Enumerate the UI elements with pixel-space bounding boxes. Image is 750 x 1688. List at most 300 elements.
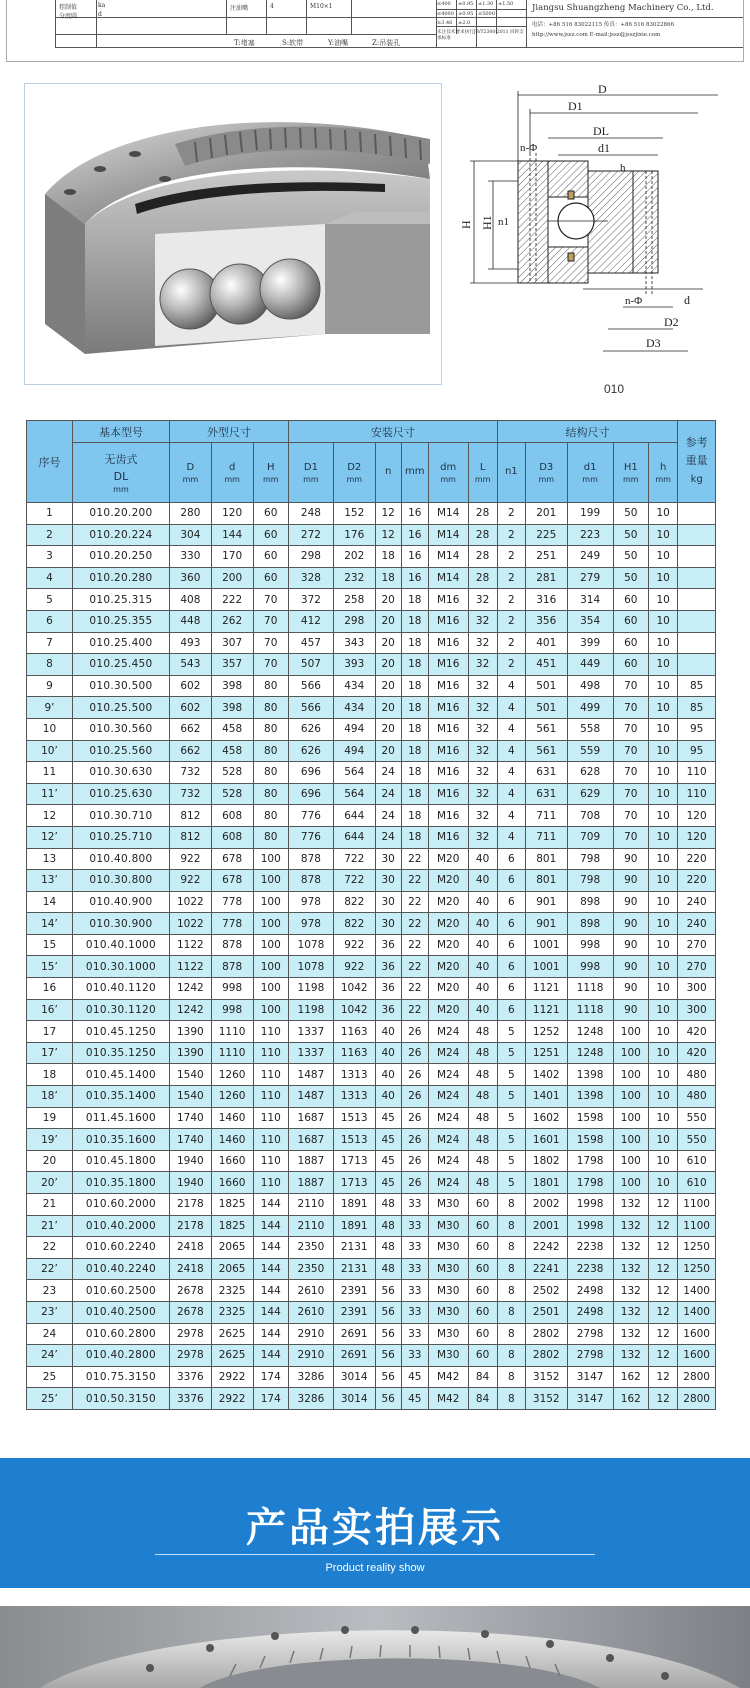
row-value-cell: 40 bbox=[375, 1042, 401, 1064]
row-seq-cell: 14’ bbox=[27, 913, 73, 935]
row-value-cell: 202 bbox=[333, 546, 375, 568]
row-value-cell: 2325 bbox=[211, 1301, 253, 1323]
row-value-cell: 709 bbox=[567, 826, 613, 848]
table-row bbox=[27, 783, 716, 805]
row-value-cell: M14 bbox=[428, 524, 468, 546]
row-value-cell: 48 bbox=[375, 1215, 401, 1237]
spec-table bbox=[26, 420, 716, 1410]
row-value-cell: 1042 bbox=[333, 978, 375, 1000]
row-value-cell: 8 bbox=[497, 1215, 525, 1237]
row-value-cell: M30 bbox=[428, 1301, 468, 1323]
row-value-cell: M16 bbox=[428, 675, 468, 697]
row-value-cell: 507 bbox=[288, 654, 333, 676]
row-value-cell: 60 bbox=[613, 610, 648, 632]
row-value-cell: 696 bbox=[288, 783, 333, 805]
row-value-cell: 6 bbox=[497, 934, 525, 956]
row-value-cell: 2238 bbox=[567, 1258, 613, 1280]
row-seq-cell: 7 bbox=[27, 632, 73, 654]
table-row bbox=[27, 1366, 716, 1388]
row-value-cell: 32 bbox=[468, 783, 497, 805]
row-value-cell: 40 bbox=[468, 999, 497, 1021]
row-value-cell: 60 bbox=[468, 1280, 497, 1302]
row-value-cell: 2178 bbox=[170, 1194, 212, 1216]
row-value-cell: 1337 bbox=[288, 1042, 333, 1064]
row-value-cell: 20 bbox=[375, 589, 401, 611]
row-value-cell: 281 bbox=[525, 567, 567, 589]
banner-title: 产品实拍展示 bbox=[246, 1505, 504, 1551]
header-group-row bbox=[27, 421, 716, 443]
row-value-cell: 5 bbox=[497, 1064, 525, 1086]
row-value-cell: 898 bbox=[567, 913, 613, 935]
row-value-cell: 18 bbox=[401, 632, 428, 654]
row-value-cell: 801 bbox=[525, 870, 567, 892]
row-value-cell: 1601 bbox=[525, 1129, 567, 1151]
row-seq-cell: 22 bbox=[27, 1237, 73, 1259]
row-value-cell: 1313 bbox=[333, 1086, 375, 1108]
row-value-cell: 32 bbox=[468, 805, 497, 827]
row-value-cell: 564 bbox=[333, 762, 375, 784]
row-value-cell: 60 bbox=[613, 589, 648, 611]
title-block-row-value: ka bbox=[98, 2, 106, 9]
row-value-cell: 631 bbox=[525, 762, 567, 784]
row-value-cell: 12 bbox=[649, 1301, 678, 1323]
row-value-cell: 631 bbox=[525, 783, 567, 805]
row-value-cell: 60 bbox=[253, 524, 288, 546]
row-value-cell: 1390 bbox=[170, 1021, 212, 1043]
legend-item: T:堵塞 bbox=[234, 39, 255, 47]
row-value-cell: 451 bbox=[525, 654, 567, 676]
row-seq-cell: 18 bbox=[27, 1064, 73, 1086]
row-value-cell: 10 bbox=[649, 783, 678, 805]
row-seq-cell: 13’ bbox=[27, 870, 73, 892]
row-model-cell: 010.20.250 bbox=[72, 546, 169, 568]
row-value-cell: 2110 bbox=[288, 1215, 333, 1237]
row-value-cell: 26 bbox=[401, 1172, 428, 1194]
row-value-cell: 32 bbox=[468, 740, 497, 762]
row-model-cell: 010.25.355 bbox=[72, 610, 169, 632]
row-value-cell: 5 bbox=[497, 1042, 525, 1064]
row-value-cell: 561 bbox=[525, 740, 567, 762]
row-value-cell: 32 bbox=[468, 718, 497, 740]
row-value-cell: 1887 bbox=[288, 1150, 333, 1172]
row-value-cell: 280 bbox=[170, 503, 212, 525]
row-value-cell: 420 bbox=[678, 1042, 716, 1064]
legend-item: Y:油嘴 bbox=[328, 39, 349, 47]
row-value-cell: 22 bbox=[401, 934, 428, 956]
row-value-cell: 722 bbox=[333, 848, 375, 870]
row-value-cell: 328 bbox=[288, 567, 333, 589]
row-value-cell: 36 bbox=[375, 978, 401, 1000]
row-value-cell: 10 bbox=[649, 913, 678, 935]
dim-label-h: H bbox=[459, 220, 473, 229]
row-value-cell: 10 bbox=[649, 1086, 678, 1108]
row-value-cell: 4 bbox=[497, 718, 525, 740]
header-outer-dims: 外型尺寸 bbox=[170, 421, 289, 443]
row-value-cell bbox=[678, 546, 716, 568]
row-value-cell: 70 bbox=[253, 589, 288, 611]
row-value-cell: 1198 bbox=[288, 978, 333, 1000]
row-value-cell: 2802 bbox=[525, 1345, 567, 1367]
table-row bbox=[27, 956, 716, 978]
row-value-cell: 16 bbox=[401, 546, 428, 568]
row-value-cell: 1602 bbox=[525, 1107, 567, 1129]
row-value-cell: 1118 bbox=[567, 999, 613, 1021]
row-model-cell: 010.25.500 bbox=[72, 697, 169, 719]
company-web: http://www.jssz.com E-mail:jssz@jsszjixie.com bbox=[532, 32, 661, 38]
row-value-cell: 2 bbox=[497, 524, 525, 546]
row-value-cell: 922 bbox=[333, 956, 375, 978]
header-col: L mm bbox=[468, 443, 497, 503]
row-value-cell: 225 bbox=[525, 524, 567, 546]
table-row bbox=[27, 740, 716, 762]
row-value-cell: 144 bbox=[253, 1301, 288, 1323]
row-value-cell: 100 bbox=[253, 934, 288, 956]
row-value-cell: 1260 bbox=[211, 1064, 253, 1086]
row-value-cell: 1660 bbox=[211, 1172, 253, 1194]
row-value-cell: 170 bbox=[211, 546, 253, 568]
row-value-cell: 40 bbox=[468, 870, 497, 892]
row-value-cell: 2418 bbox=[170, 1258, 212, 1280]
table-row bbox=[27, 1107, 716, 1129]
row-value-cell: M30 bbox=[428, 1215, 468, 1237]
row-value-cell: 3152 bbox=[525, 1388, 567, 1410]
row-value-cell: 1940 bbox=[170, 1150, 212, 1172]
row-value-cell: 3152 bbox=[525, 1366, 567, 1388]
header-col: H1 mm bbox=[613, 443, 648, 503]
row-value-cell: 822 bbox=[333, 913, 375, 935]
row-value-cell: 10 bbox=[649, 1107, 678, 1129]
row-value-cell: 1401 bbox=[525, 1086, 567, 1108]
table-row bbox=[27, 999, 716, 1021]
row-seq-cell: 9 bbox=[27, 675, 73, 697]
row-value-cell: 6 bbox=[497, 956, 525, 978]
product-photo bbox=[24, 83, 442, 385]
row-value-cell: 80 bbox=[253, 697, 288, 719]
row-value-cell: 70 bbox=[613, 675, 648, 697]
header-col: n1 bbox=[497, 443, 525, 503]
row-value-cell: 543 bbox=[170, 654, 212, 676]
row-value-cell: 45 bbox=[375, 1150, 401, 1172]
drawing-code: 010 bbox=[604, 382, 625, 396]
row-value-cell: 1798 bbox=[567, 1172, 613, 1194]
row-value-cell: 1118 bbox=[567, 978, 613, 1000]
row-value-cell: 457 bbox=[288, 632, 333, 654]
row-value-cell: 174 bbox=[253, 1366, 288, 1388]
row-value-cell: 3376 bbox=[170, 1366, 212, 1388]
row-value-cell: 1402 bbox=[525, 1064, 567, 1086]
row-value-cell: 222 bbox=[211, 589, 253, 611]
row-value-cell: 100 bbox=[253, 913, 288, 935]
row-value-cell: 70 bbox=[613, 805, 648, 827]
row-value-cell: 2691 bbox=[333, 1323, 375, 1345]
header-model-sub bbox=[72, 443, 169, 503]
table-row bbox=[27, 1172, 716, 1194]
row-value-cell: 85 bbox=[678, 675, 716, 697]
row-value-cell bbox=[678, 503, 716, 525]
row-value-cell: 132 bbox=[613, 1237, 648, 1259]
header-model-line2: DL bbox=[113, 470, 129, 483]
row-value-cell: M16 bbox=[428, 826, 468, 848]
row-value-cell: 36 bbox=[375, 999, 401, 1021]
row-value-cell: 248 bbox=[288, 503, 333, 525]
row-value-cell: 22 bbox=[401, 956, 428, 978]
row-model-cell: 010.25.450 bbox=[72, 654, 169, 676]
row-value-cell: 1198 bbox=[288, 999, 333, 1021]
table-row bbox=[27, 1150, 716, 1172]
title-block-row-label: 分度圆 bbox=[59, 13, 78, 20]
row-value-cell: M24 bbox=[428, 1086, 468, 1108]
row-value-cell: 258 bbox=[333, 589, 375, 611]
row-value-cell: 33 bbox=[401, 1194, 428, 1216]
row-value-cell: 40 bbox=[468, 848, 497, 870]
row-seq-cell: 17 bbox=[27, 1021, 73, 1043]
row-value-cell: 801 bbox=[525, 848, 567, 870]
spec-table-body bbox=[27, 503, 716, 1410]
row-value-cell: 1825 bbox=[211, 1194, 253, 1216]
row-value-cell: 314 bbox=[567, 589, 613, 611]
row-value-cell: 559 bbox=[567, 740, 613, 762]
row-value-cell: 1891 bbox=[333, 1215, 375, 1237]
row-value-cell: 26 bbox=[401, 1021, 428, 1043]
section-banner bbox=[0, 1458, 750, 1588]
dim-label-d1: D1 bbox=[568, 99, 583, 113]
row-value-cell: 2110 bbox=[288, 1194, 333, 1216]
header-col: D1 mm bbox=[288, 443, 333, 503]
row-value-cell: 798 bbox=[567, 848, 613, 870]
row-value-cell: 3286 bbox=[288, 1366, 333, 1388]
row-value-cell: 240 bbox=[678, 913, 716, 935]
row-value-cell: 678 bbox=[211, 870, 253, 892]
row-value-cell bbox=[678, 567, 716, 589]
row-value-cell: 32 bbox=[468, 826, 497, 848]
row-value-cell: 2242 bbox=[525, 1237, 567, 1259]
row-value-cell: 307 bbox=[211, 632, 253, 654]
row-value-cell: 100 bbox=[613, 1086, 648, 1108]
row-value-cell: 2800 bbox=[678, 1388, 716, 1410]
table-row bbox=[27, 848, 716, 870]
row-value-cell: 249 bbox=[567, 546, 613, 568]
row-value-cell: 100 bbox=[253, 999, 288, 1021]
row-value-cell: 343 bbox=[333, 632, 375, 654]
row-value-cell: 2 bbox=[497, 654, 525, 676]
row-value-cell: 50 bbox=[613, 524, 648, 546]
row-value-cell: 12 bbox=[649, 1215, 678, 1237]
row-seq-cell: 3 bbox=[27, 546, 73, 568]
row-seq-cell: 13 bbox=[27, 848, 73, 870]
cross-section-drawing bbox=[458, 83, 720, 383]
row-value-cell: 2798 bbox=[567, 1345, 613, 1367]
row-value-cell: 1042 bbox=[333, 999, 375, 1021]
row-value-cell: 922 bbox=[333, 934, 375, 956]
row-value-cell: 60 bbox=[468, 1323, 497, 1345]
row-value-cell: 33 bbox=[401, 1301, 428, 1323]
table-row bbox=[27, 654, 716, 676]
row-value-cell: 20 bbox=[375, 675, 401, 697]
row-value-cell: 398 bbox=[211, 697, 253, 719]
row-value-cell: 232 bbox=[333, 567, 375, 589]
row-seq-cell: 10 bbox=[27, 718, 73, 740]
row-value-cell: M20 bbox=[428, 848, 468, 870]
row-value-cell: 10 bbox=[649, 632, 678, 654]
row-value-cell: 22 bbox=[401, 978, 428, 1000]
row-value-cell: 1250 bbox=[678, 1237, 716, 1259]
row-value-cell: 100 bbox=[253, 870, 288, 892]
row-model-cell: 010.40.2800 bbox=[72, 1345, 169, 1367]
row-value-cell: 90 bbox=[613, 913, 648, 935]
row-value-cell: 223 bbox=[567, 524, 613, 546]
row-value-cell: 550 bbox=[678, 1107, 716, 1129]
tolerance-cell: ≤4000 bbox=[437, 11, 454, 17]
row-value-cell: 20 bbox=[375, 654, 401, 676]
row-value-cell: M20 bbox=[428, 999, 468, 1021]
row-value-cell: 144 bbox=[253, 1345, 288, 1367]
slewing-ring-illustration bbox=[25, 84, 442, 385]
row-value-cell: 901 bbox=[525, 891, 567, 913]
row-value-cell: 30 bbox=[375, 870, 401, 892]
row-value-cell: 100 bbox=[613, 1129, 648, 1151]
tolerance-cell: ≥3.46 bbox=[437, 20, 453, 26]
table-row bbox=[27, 978, 716, 1000]
row-value-cell: M20 bbox=[428, 891, 468, 913]
row-model-cell: 010.25.560 bbox=[72, 740, 169, 762]
table-row bbox=[27, 1258, 716, 1280]
row-value-cell: 8 bbox=[497, 1280, 525, 1302]
row-value-cell: 270 bbox=[678, 956, 716, 978]
row-seq-cell: 15 bbox=[27, 934, 73, 956]
row-value-cell: 60 bbox=[468, 1194, 497, 1216]
row-value-cell: 2625 bbox=[211, 1345, 253, 1367]
row-value-cell: 480 bbox=[678, 1086, 716, 1108]
row-value-cell: 24 bbox=[375, 762, 401, 784]
row-value-cell: 110 bbox=[253, 1042, 288, 1064]
row-model-cell: 010.40.2240 bbox=[72, 1258, 169, 1280]
row-value-cell: 2625 bbox=[211, 1323, 253, 1345]
row-seq-cell: 2 bbox=[27, 524, 73, 546]
row-seq-cell: 20 bbox=[27, 1150, 73, 1172]
row-value-cell: 12 bbox=[375, 524, 401, 546]
dim-label-d: d bbox=[684, 293, 690, 307]
row-value-cell: 998 bbox=[567, 956, 613, 978]
row-value-cell: 18 bbox=[375, 567, 401, 589]
row-value-cell: 40 bbox=[375, 1086, 401, 1108]
row-value-cell: 3014 bbox=[333, 1388, 375, 1410]
row-value-cell: 90 bbox=[613, 848, 648, 870]
row-value-cell: 678 bbox=[211, 848, 253, 870]
row-value-cell: 8 bbox=[497, 1237, 525, 1259]
table-row bbox=[27, 1194, 716, 1216]
row-value-cell: M14 bbox=[428, 503, 468, 525]
row-value-cell: 501 bbox=[525, 675, 567, 697]
row-value-cell: 998 bbox=[211, 999, 253, 1021]
row-value-cell: 32 bbox=[468, 762, 497, 784]
row-value-cell: 60 bbox=[613, 632, 648, 654]
row-value-cell: 70 bbox=[253, 632, 288, 654]
row-value-cell: 401 bbox=[525, 632, 567, 654]
title-block-row-value: d bbox=[98, 11, 102, 18]
row-value-cell: 6 bbox=[497, 848, 525, 870]
row-value-cell: 162 bbox=[613, 1388, 648, 1410]
row-model-cell: 010.75.3150 bbox=[72, 1366, 169, 1388]
row-value-cell: 8 bbox=[497, 1194, 525, 1216]
row-value-cell: 144 bbox=[253, 1280, 288, 1302]
row-seq-cell: 25 bbox=[27, 1366, 73, 1388]
row-value-cell: 95 bbox=[678, 740, 716, 762]
row-value-cell: 1487 bbox=[288, 1086, 333, 1108]
row-value-cell: 100 bbox=[253, 978, 288, 1000]
dim-label-d-outer: D bbox=[598, 83, 607, 96]
table-row bbox=[27, 589, 716, 611]
company-name: Jiangsu Shuangzheng Machinery Co., Ltd. bbox=[532, 3, 714, 13]
row-value-cell: 2131 bbox=[333, 1258, 375, 1280]
header-weight bbox=[678, 421, 716, 503]
row-value-cell: 110 bbox=[678, 762, 716, 784]
row-seq-cell: 22’ bbox=[27, 1258, 73, 1280]
row-value-cell: 6 bbox=[497, 870, 525, 892]
row-seq-cell: 4 bbox=[27, 567, 73, 589]
header-col: d mm bbox=[211, 443, 253, 503]
row-value-cell: 1891 bbox=[333, 1194, 375, 1216]
tolerance-note: 未注技术要求执行JB/T2300-2011 回转支承标准 bbox=[437, 30, 524, 41]
row-value-cell: 10 bbox=[649, 891, 678, 913]
row-value-cell: 10 bbox=[649, 1172, 678, 1194]
table-row bbox=[27, 891, 716, 913]
row-value-cell: 132 bbox=[613, 1215, 648, 1237]
row-value-cell: 100 bbox=[613, 1021, 648, 1043]
row-value-cell: 18 bbox=[375, 546, 401, 568]
row-value-cell: 132 bbox=[613, 1345, 648, 1367]
row-seq-cell: 1 bbox=[27, 503, 73, 525]
row-value-cell: 1122 bbox=[170, 934, 212, 956]
row-value-cell: 33 bbox=[401, 1258, 428, 1280]
row-value-cell: 50 bbox=[613, 503, 648, 525]
row-value-cell: 45 bbox=[375, 1172, 401, 1194]
row-value-cell: 1121 bbox=[525, 999, 567, 1021]
row-value-cell: 45 bbox=[375, 1129, 401, 1151]
row-value-cell: 662 bbox=[170, 718, 212, 740]
row-value-cell: 100 bbox=[613, 1042, 648, 1064]
row-value-cell: 100 bbox=[253, 956, 288, 978]
row-value-cell: M14 bbox=[428, 567, 468, 589]
row-value-cell: 2678 bbox=[170, 1280, 212, 1302]
table-row bbox=[27, 718, 716, 740]
row-value-cell: 4 bbox=[497, 783, 525, 805]
row-value-cell: 1940 bbox=[170, 1172, 212, 1194]
row-value-cell: 494 bbox=[333, 718, 375, 740]
row-value-cell: 602 bbox=[170, 697, 212, 719]
row-value-cell: 4 bbox=[497, 740, 525, 762]
row-value-cell: M16 bbox=[428, 718, 468, 740]
dim-label-d2: D2 bbox=[664, 315, 679, 329]
row-value-cell: 644 bbox=[333, 826, 375, 848]
row-value-cell: 20 bbox=[375, 610, 401, 632]
header-col: D3 mm bbox=[525, 443, 567, 503]
row-value-cell: 20 bbox=[375, 740, 401, 762]
row-value-cell: 32 bbox=[468, 610, 497, 632]
row-model-cell: 010.30.710 bbox=[72, 805, 169, 827]
row-value-cell: 2 bbox=[497, 567, 525, 589]
row-value-cell: 144 bbox=[211, 524, 253, 546]
row-value-cell: 1460 bbox=[211, 1107, 253, 1129]
title-block-grid bbox=[55, 0, 744, 48]
row-value-cell: 1740 bbox=[170, 1129, 212, 1151]
row-value-cell: 449 bbox=[567, 654, 613, 676]
dim-label-n-phi-bottom: n-Φ bbox=[625, 295, 643, 307]
row-value-cell: 878 bbox=[211, 934, 253, 956]
row-value-cell: 1687 bbox=[288, 1107, 333, 1129]
table-row bbox=[27, 1388, 716, 1410]
row-value-cell: 1110 bbox=[211, 1021, 253, 1043]
drawing-title-block bbox=[6, 0, 744, 62]
